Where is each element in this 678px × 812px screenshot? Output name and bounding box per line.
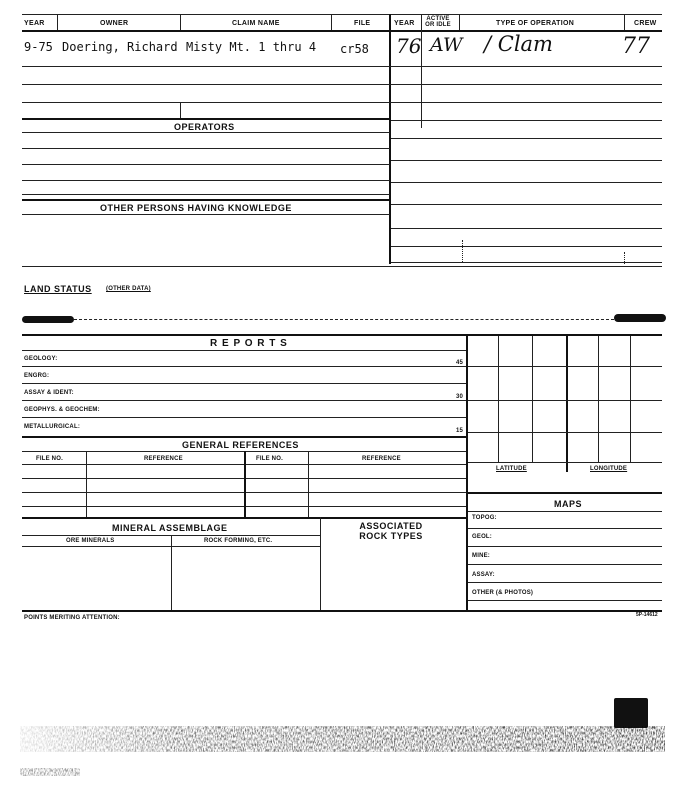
- sep: [57, 15, 58, 30]
- map-topog: TOPOG:: [472, 515, 497, 521]
- ore-minerals-label: ORE MINERALS: [66, 538, 115, 544]
- row-line: [22, 266, 662, 267]
- col-header-file: FILE: [354, 20, 371, 27]
- row-line: [468, 546, 662, 547]
- row-line: [22, 366, 466, 367]
- grid-line: [630, 336, 631, 462]
- operators-heading: OPERATORS: [174, 122, 235, 132]
- map-assay: ASSAY:: [472, 572, 495, 578]
- row-line: [391, 120, 662, 121]
- row-line: [391, 204, 662, 205]
- header-top-line: [22, 14, 662, 15]
- row1-year: 9-75: [24, 40, 53, 54]
- ref-col-file-no: FILE NO.: [36, 456, 63, 462]
- associated-rock-types-heading: ASSOCIATED ROCK TYPES: [359, 521, 423, 541]
- ref-col-reference2: REFERENCE: [362, 456, 401, 462]
- row1-active-idle: AW: [430, 34, 463, 56]
- row-line: [391, 262, 662, 263]
- ink-blot-left: [22, 316, 74, 323]
- report-metallurgical: METALLURGICAL:: [24, 424, 81, 430]
- form-code: 5P-14612: [636, 612, 658, 618]
- row-line: [22, 180, 390, 181]
- grid-line: [598, 336, 599, 462]
- report-assay: ASSAY & IDENT:: [24, 390, 74, 396]
- points-meriting-attention-label: POINTS MERITING ATTENTION:: [24, 615, 120, 621]
- land-status-line: [74, 319, 614, 320]
- general-references-heading: GENERAL REFERENCES: [182, 440, 299, 450]
- ref-sep: [244, 451, 246, 517]
- dotted-sep: [462, 240, 463, 262]
- reports-right-divider: [466, 334, 468, 610]
- row-line: [22, 350, 466, 351]
- operators-top-line: [22, 118, 390, 120]
- row-line: [22, 383, 466, 384]
- longitude-label: LONGITUDE: [590, 466, 628, 472]
- grid-line: [468, 366, 662, 367]
- map-other: OTHER (& PHOTOS): [472, 590, 534, 596]
- row-line: [391, 182, 662, 183]
- report-assay-num: 30: [456, 394, 464, 400]
- grid-line: [566, 336, 568, 472]
- col-header-owner: OWNER: [100, 20, 129, 27]
- map-mine: MINE:: [472, 553, 490, 559]
- row-line: [391, 138, 662, 139]
- row-line: [468, 511, 662, 512]
- grid-line: [468, 492, 662, 494]
- row-line: [22, 400, 466, 401]
- col-header-type-of-operation: TYPE OF OPERATION: [496, 20, 575, 27]
- row-line: [22, 148, 390, 149]
- land-status-subheading: (OTHER DATA): [106, 286, 151, 292]
- row1-year2: 76: [396, 34, 422, 58]
- reports-heading: R E P O R T S: [210, 338, 288, 349]
- grid-line: [468, 462, 662, 463]
- report-engrg: ENGRG:: [24, 373, 50, 379]
- grid-line: [468, 400, 662, 401]
- row-line: [22, 214, 390, 215]
- sep: [624, 15, 625, 30]
- row-line: [22, 66, 662, 67]
- row1-crew: 77: [622, 34, 650, 59]
- report-geology: GEOLOGY:: [24, 356, 58, 362]
- row-line: [468, 528, 662, 529]
- col-header-year2: YEAR: [394, 20, 415, 27]
- mineral-assemblage-heading: MINERAL ASSEMBLAGE: [112, 523, 228, 533]
- row-line: [468, 600, 662, 601]
- row-line: [22, 164, 390, 165]
- col-header-year: YEAR: [24, 20, 45, 27]
- scan-noise-band: [20, 718, 665, 788]
- ref-col-reference: REFERENCE: [144, 456, 183, 462]
- row-line: [22, 132, 390, 133]
- ink-blot-right: [614, 314, 666, 322]
- row-line: [391, 160, 662, 161]
- map-geol: GEOL:: [472, 534, 492, 540]
- row1-claim-name: Misty Mt. 1 thru 4: [186, 40, 317, 54]
- dotted-sep: [624, 252, 625, 264]
- row-line: [22, 84, 662, 85]
- land-status-heading: LAND STATUS: [24, 284, 92, 294]
- sep: [459, 15, 460, 30]
- header-bottom-line: [22, 30, 662, 32]
- active-col-line: [421, 15, 422, 128]
- other-persons-top-line: [22, 199, 390, 201]
- maps-heading: MAPS: [554, 499, 583, 509]
- sep: [180, 102, 181, 118]
- rock-forming-label: ROCK FORMING, ETC.: [204, 538, 273, 544]
- ref-col-file-no2: FILE NO.: [256, 456, 283, 462]
- row-line: [22, 194, 390, 195]
- mineral-sep: [171, 535, 172, 610]
- row1-type-of-operation: / Clam: [484, 32, 553, 56]
- report-metallurgical-num: 15: [456, 428, 464, 434]
- main-vertical-divider: [389, 14, 391, 264]
- col-header-crew: CREW: [634, 20, 657, 27]
- row-line: [22, 517, 466, 519]
- sep: [180, 15, 181, 30]
- latitude-label: LATITUDE: [496, 466, 527, 472]
- row-line: [391, 246, 662, 247]
- col-header-active-idle: ACTIVE OR IDLE: [425, 16, 451, 28]
- sep: [331, 15, 332, 30]
- row-line: [468, 564, 662, 565]
- row-line: [391, 228, 662, 229]
- report-geology-num: 45: [456, 360, 464, 366]
- grid-line: [468, 432, 662, 433]
- other-persons-heading: OTHER PERSONS HAVING KNOWLEDGE: [100, 203, 292, 213]
- row1-file: cr58: [340, 42, 369, 56]
- grid-line: [498, 336, 499, 462]
- bottom-line: [22, 610, 662, 612]
- col-header-claim-name: CLAIM NAME: [232, 20, 280, 27]
- row-line: [22, 417, 466, 418]
- mineral-sep: [320, 517, 321, 610]
- row-line: [22, 102, 662, 103]
- row-line: [468, 582, 662, 583]
- report-geophys: GEOPHYS. & GEOCHEM:: [24, 407, 100, 413]
- row-line: [22, 436, 466, 438]
- ref-sep: [308, 451, 309, 517]
- row1-owner: Doering, Richard: [62, 40, 178, 54]
- ref-sep: [86, 451, 87, 517]
- grid-line: [532, 336, 533, 462]
